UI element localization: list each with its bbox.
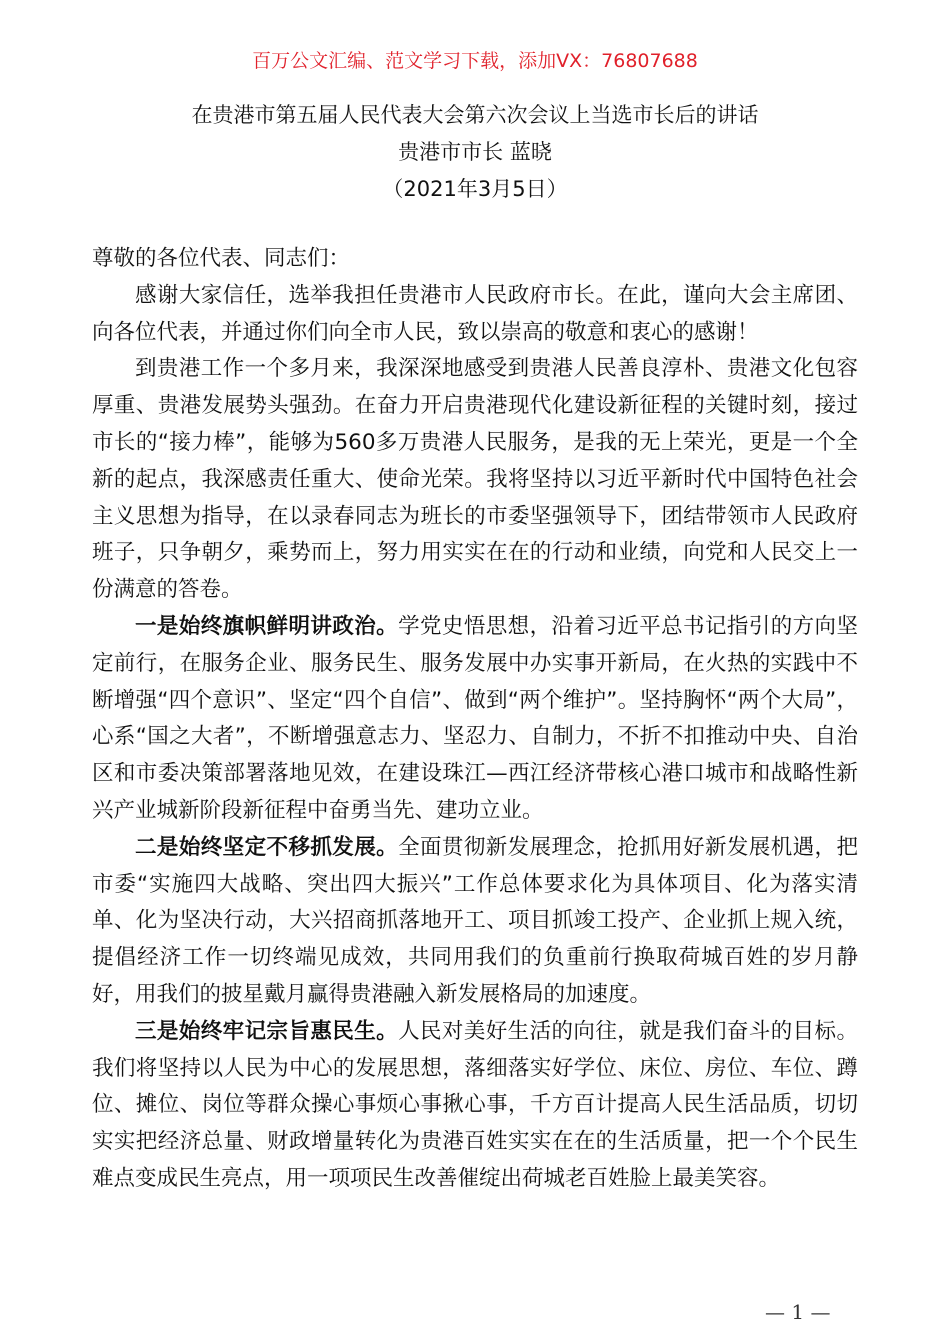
paragraph-lead: 二是始终坚定不移抓发展。 [135, 834, 399, 860]
paragraph [92, 1014, 858, 1198]
greeting: 尊敬的各位代表、同志们： [92, 246, 351, 271]
paragraph-lead: 一是始终旗帜鲜明讲政治。 [135, 613, 399, 639]
paragraph-text: 学党史悟思想，沿着习近平总书记指引的方向坚定前行，在服务企业、服务民生、服务发展中办实事开新局，在火热的实践中不断增强“四个意识”、坚定“四个自信”、做到“两个维护”。坚持胸怀“两个大局”，心系“国之大者”，不断增强意志力、坚忍力、自制力，不折不扣推动中央、自治区和市委决策部署落地见效，在建设珠江—西江经济带核心港口城市和战略性新兴产业城新阶段新征程中奋勇当先、建功立业。 [92, 613, 858, 823]
paragraph-text: 全面贯彻新发展理念，抢抓用好新发展机遇，把市委“实施四大战略、突出四大振兴”工作总体要求化为具体项目、化为落实清单、化为坚决行动，大兴招商抓落地开工、项目抓竣工投产、企业抓上规入统，提倡经济工作一切终端见成效，共同用我们的负重前行换取荷城百姓的岁月静好，用我们的披星戴月赢得贵港融入新发展格局的加速度。 [92, 834, 858, 1007]
paragraph [92, 609, 858, 830]
document-date: （2021年3月5日） [382, 177, 568, 201]
paragraph-text: 到贵港工作一个多月来，我深深地感受到贵港人民善良淳朴、贵港文化包容厚重、贵港发展势头强劲。在奋力开启贵港现代化建设新征程的关键时刻，接过市长的“接力棒”，能够为560多万贵港人民服务，是我的无上荣光，更是一个全新的起点，我深感责任重大、使命光荣。我将坚持以习近平新时代中国特色社会主义思想为指导，在以录春同志为班长的市委坚强领导下，团结带领市人民政府班子，只争朝夕，乘势而上，努力用实实在在的行动和业绩，向党和人民交上一份满意的答卷。 [92, 356, 858, 603]
paragraph [92, 830, 858, 1014]
paragraph [92, 278, 858, 352]
document-body [92, 241, 858, 1198]
paragraph-text: 人民对美好生活的向往，就是我们奋斗的目标。我们将坚持以人民为中心的发展思想，落细落实好学位、床位、房位、车位、蹲位、摊位、岗位等群众操心事烦心事揪心事，千方百计提高人民生活品质，切切实实把经济总量、财政增量转化为贵港百姓实实在在的生活质量，把一个个民生难点变成民生亮点，用一项项民生改善催绽出荷城老百姓脸上最美笑容。 [92, 1018, 858, 1191]
paragraph-text: 感谢大家信任，选举我担任贵港市人民政府市长。在此，谨向大会主席团、向各位代表，并通过你们向全市人民，致以崇高的敬意和衷心的感谢！ [92, 282, 858, 345]
watermark-banner: 百万公文汇编、范文学习下载，添加VX：76807688 [252, 50, 698, 72]
document-author: 贵港市市长 蓝晓 [398, 140, 552, 164]
document-title: 在贵港市第五届人民代表大会第六次会议上当选市长后的讲话 [191, 103, 759, 127]
page-number: — 1 — [765, 1300, 831, 1324]
paragraph [92, 351, 858, 609]
paragraph-lead: 三是始终牢记宗旨惠民生。 [135, 1018, 399, 1044]
